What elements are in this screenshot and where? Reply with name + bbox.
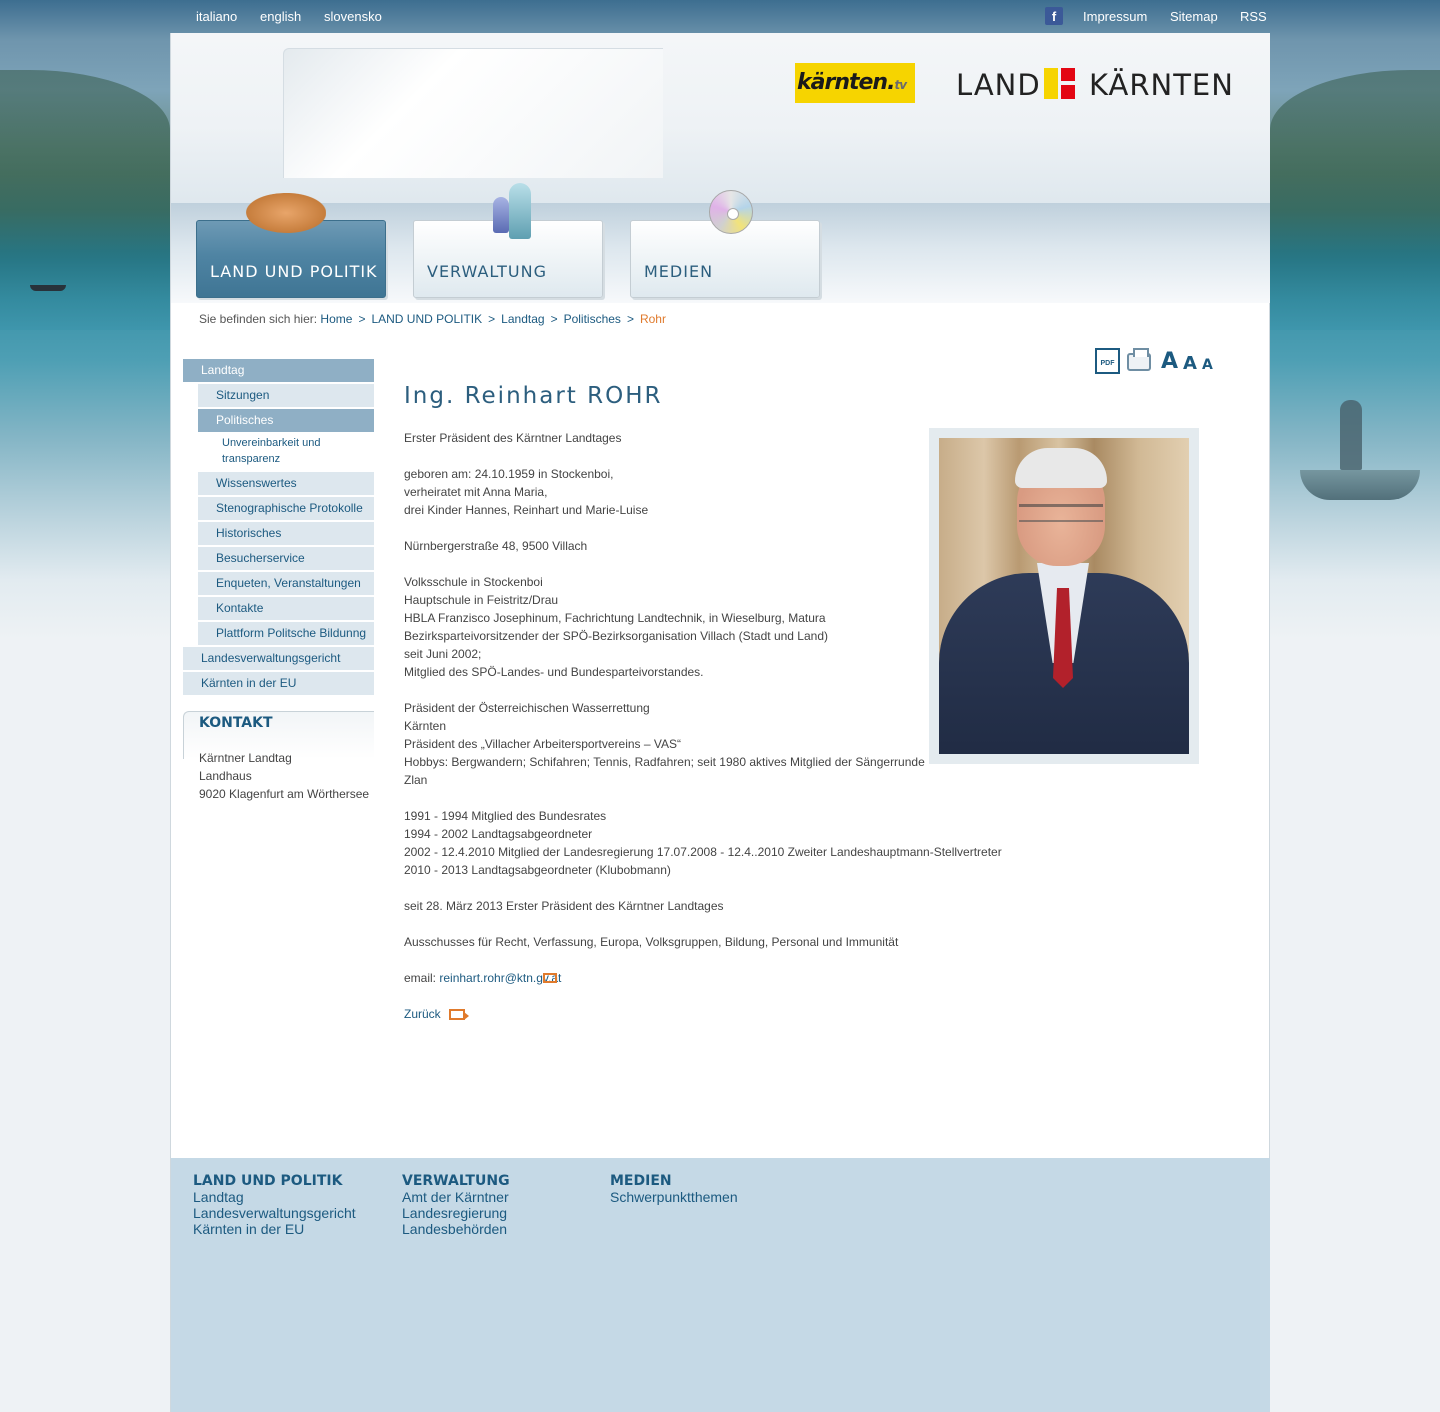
footer-column-verwaltung <box>402 1173 510 1237</box>
portrait-frame <box>929 428 1199 764</box>
sidebar-item-landtag[interactable]: Landtag <box>183 359 374 382</box>
footer-heading: LAND UND POLITIK <box>193 1173 343 1189</box>
bio-line: geboren am: 24.10.1959 in Stockenboi, <box>404 467 614 481</box>
breadcrumb-prefix: Sie befinden sich hier: <box>199 312 318 326</box>
breadcrumb: Sie befinden sich hier: Home > LAND UND POLITIK > Landtag > Politisches > Rohr <box>199 312 666 326</box>
footer-link-landesregierung[interactable]: Landesregierung <box>402 1205 508 1221</box>
background-boat <box>30 285 66 291</box>
site-header <box>171 33 1270 203</box>
mail-icon <box>543 973 557 983</box>
sidebar-item-unvereinbarkeit[interactable]: Unvereinbarkeit und transparenz <box>222 437 321 465</box>
sidebar-item-historisches[interactable]: Historisches <box>198 522 374 545</box>
bio-line: seit 28. März 2013 Erster Präsident des Kärntner Landtages <box>404 899 724 913</box>
background-fishing-boat <box>1300 470 1420 500</box>
bio-line: Hauptschule in Feistritz/Drau <box>404 593 559 607</box>
breadcrumb-current: Rohr <box>639 312 666 326</box>
font-size-medium-button[interactable]: A <box>1183 353 1197 374</box>
background-mountain-left <box>0 70 170 330</box>
back-arrow-icon[interactable] <box>449 1009 465 1020</box>
carinthia-map-icon <box>246 193 326 233</box>
cd-icon <box>709 190 753 234</box>
sidebar-item-plattform[interactable]: Plattform Politsche Bildunng <box>198 622 374 645</box>
people-icon <box>491 183 535 263</box>
facebook-icon[interactable]: f <box>1045 7 1063 25</box>
bio-line: Kärnten <box>404 719 447 733</box>
font-size-small-button[interactable]: A <box>1202 357 1213 373</box>
sidebar-nav <box>183 359 374 697</box>
sidebar-item-kaernten-in-der-eu[interactable]: Kärnten in der EU <box>183 672 374 695</box>
footer-heading: MEDIEN <box>610 1173 672 1189</box>
footer-link-landesbehoerden[interactable]: Landesbehörden <box>402 1221 508 1237</box>
sidebar-item-politisches[interactable]: Politisches <box>198 409 374 432</box>
bio-line: Nürnbergerstraße 48, 9500 Villach <box>404 539 588 553</box>
tab-verwaltung[interactable]: VERWALTUNG <box>413 220 603 298</box>
pdf-icon[interactable]: PDF <box>1095 348 1120 374</box>
sidebar-item-besucherservice[interactable]: Besucherservice <box>198 547 374 570</box>
bio-line: drei Kinder Hannes, Reinhart und Marie-Luise <box>404 503 649 517</box>
footer-link-kaernten-in-der-eu[interactable]: Kärnten in der EU <box>193 1221 305 1237</box>
breadcrumb-landtag[interactable]: Landtag <box>501 312 545 326</box>
page-title: Ing. Reinhart ROHR <box>404 383 663 409</box>
bio-line: Ausschusses für Recht, Verfassung, Europa, Volksgruppen, Bildung, Personal und Immunität <box>404 935 899 949</box>
land-kaernten-logo[interactable]: LAND KÄRNTEN <box>956 68 1234 102</box>
footer-heading: VERWALTUNG <box>402 1173 510 1189</box>
page-tools <box>1095 348 1220 376</box>
lang-italiano-link[interactable]: italiano <box>196 9 238 24</box>
print-icon[interactable] <box>1127 353 1151 371</box>
sidebar-item-enqueten[interactable]: Enqueten, Veranstaltungen <box>198 572 374 595</box>
kontakt-title: KONTAKT <box>199 715 273 731</box>
back-line <box>404 1005 944 1023</box>
bio-line: Volksschule in Stockenboi <box>404 575 543 589</box>
biography <box>404 429 1002 1023</box>
kaernten-tv-logo[interactable]: kärnten.tv <box>795 63 915 103</box>
site-footer <box>171 1158 1270 1412</box>
bio-line: 2010 - 2013 Landtagsabgeordneter (Klubobmann) <box>404 863 671 877</box>
background-mountain-right <box>1270 70 1440 330</box>
header-decoration <box>283 48 663 178</box>
footer-column-medien <box>610 1173 738 1205</box>
font-size-large-button[interactable]: A <box>1161 349 1179 374</box>
top-bar <box>0 0 1440 33</box>
portrait-photo <box>939 438 1189 754</box>
footer-link-landtag[interactable]: Landtag <box>193 1189 244 1205</box>
lang-slovensko-link[interactable]: slovensko <box>324 9 382 24</box>
footer-link-landesverwaltungsgericht[interactable]: Landesverwaltungsgericht <box>193 1205 356 1221</box>
bio-line: 1994 - 2002 Landtagsabgeordneter <box>404 827 593 841</box>
email-link[interactable]: reinhart.rohr@ktn.gv.at <box>439 971 562 985</box>
rss-link[interactable]: RSS <box>1240 9 1267 24</box>
bio-line: HBLA Franzisco Josephinum, Fachrichtung Landtechnik, in Wieselburg, Matura <box>404 611 826 625</box>
bio-line: Hobbys: Bergwandern; Schifahren; Tennis, Radfahren; seit 1980 aktives Mitglied der Sängerrunde Zlan <box>404 755 925 787</box>
email-line: email: reinhart.rohr@ktn.gv.at <box>404 971 562 985</box>
back-link[interactable]: Zurück <box>404 1007 441 1021</box>
bio-line: verheiratet mit Anna Maria, <box>404 485 548 499</box>
tab-land-und-politik[interactable]: LAND UND POLITIK <box>196 220 386 298</box>
sitemap-link[interactable]: Sitemap <box>1170 9 1218 24</box>
carinthia-flag-icon <box>1044 68 1075 99</box>
breadcrumb-politisches[interactable]: Politisches <box>563 312 621 326</box>
breadcrumb-land-und-politik[interactable]: LAND UND POLITIK <box>371 312 483 326</box>
bio-line: Präsident der Österreichischen Wasserrettung <box>404 701 650 715</box>
lang-english-link[interactable]: english <box>260 9 302 24</box>
sidebar-item-kontakte[interactable]: Kontakte <box>198 597 374 620</box>
bio-line: Erster Präsident des Kärntner Landtages <box>404 431 622 445</box>
sidebar-item-sitzungen[interactable]: Sitzungen <box>198 384 374 407</box>
kontakt-box <box>183 711 374 811</box>
bio-line: 1991 - 1994 Mitglied des Bundesrates <box>404 809 607 823</box>
impressum-link[interactable]: Impressum <box>1083 9 1148 24</box>
kontakt-address: Kärntner Landtag Landhaus 9020 Klagenfurt am Wörthersee <box>199 751 370 801</box>
bio-line: Präsident des „Villacher Arbeitersportvereins – VAS“ <box>404 737 682 751</box>
bio-line: Mitglied des SPÖ-Landes- und Bundesparteivorstandes. <box>404 665 704 679</box>
sidebar-item-stenographische-protokolle[interactable]: Stenographische Protokolle <box>198 497 374 520</box>
bio-line: seit Juni 2002; <box>404 647 482 661</box>
background-fisherman <box>1340 400 1362 470</box>
footer-link-amt-der-kaerntner[interactable]: Amt der Kärntner <box>402 1189 509 1205</box>
page-container <box>170 33 1270 1412</box>
bio-line: 2002 - 12.4.2010 Mitglied der Landesregierung 17.07.2008 - 12.4..2010 Zweiter Landeshauptmann-Stellvertreter <box>404 845 1002 859</box>
tab-medien[interactable]: MEDIEN <box>630 220 820 298</box>
footer-link-schwerpunktthemen[interactable]: Schwerpunktthemen <box>610 1189 738 1205</box>
bio-line: Bezirksparteivorsitzender der SPÖ-Bezirksorganisation Villach (Stadt und Land) <box>404 629 828 643</box>
sidebar-item-landesverwaltungsgericht[interactable]: Landesverwaltungsgericht <box>183 647 374 670</box>
footer-column-land-und-politik <box>193 1173 356 1237</box>
breadcrumb-home[interactable]: Home <box>320 312 353 326</box>
sidebar-item-wissenswertes[interactable]: Wissenswertes <box>198 472 374 495</box>
